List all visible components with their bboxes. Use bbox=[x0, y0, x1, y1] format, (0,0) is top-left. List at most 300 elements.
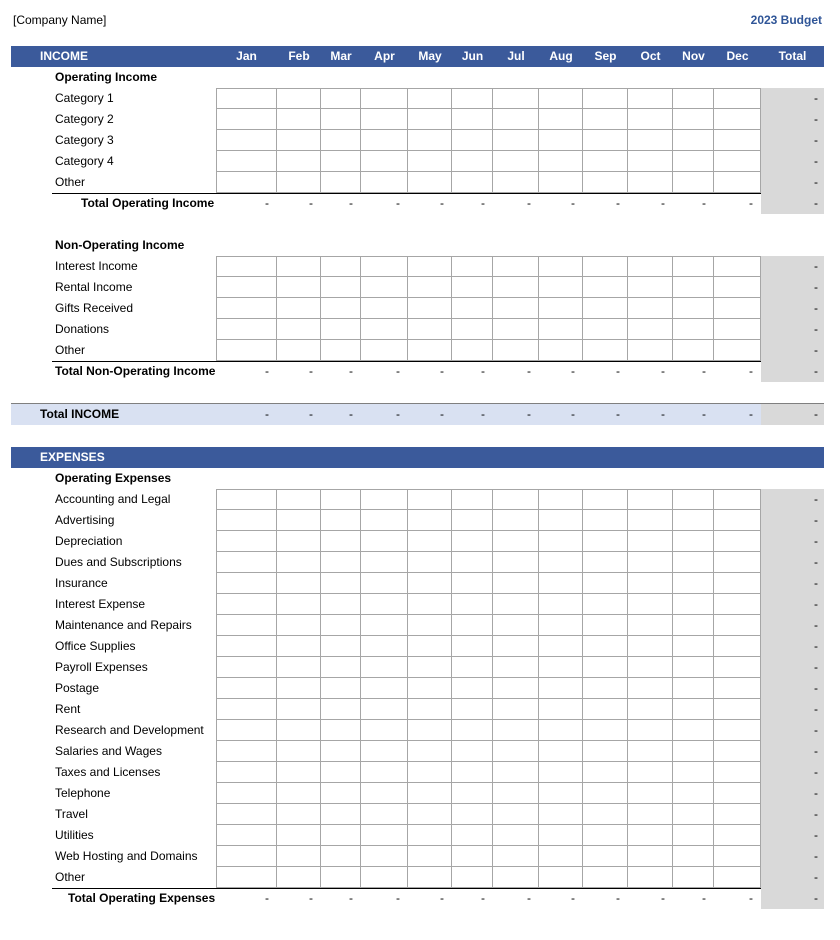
operating-expense-item-cell-feb[interactable] bbox=[277, 552, 321, 573]
operating-expense-item-cell-apr[interactable] bbox=[361, 636, 408, 657]
operating-expense-item-cell-mar[interactable] bbox=[321, 573, 361, 594]
operating-expense-item-cell-jun[interactable] bbox=[452, 510, 493, 531]
operating-expense-item-cell-jun[interactable] bbox=[452, 615, 493, 636]
operating-expense-item-cell-may[interactable] bbox=[408, 615, 452, 636]
operating-income-item-cell-mar[interactable] bbox=[321, 130, 361, 151]
non-operating-income-item-cell-nov[interactable] bbox=[673, 340, 714, 361]
operating-expense-item-cell-dec[interactable] bbox=[714, 867, 761, 888]
operating-income-item-cell-dec[interactable] bbox=[714, 130, 761, 151]
non-operating-income-item-cell-jun[interactable] bbox=[452, 340, 493, 361]
operating-expense-item-cell-sep[interactable] bbox=[583, 846, 628, 867]
operating-expense-item-cell-jan[interactable] bbox=[216, 762, 277, 783]
operating-expense-item-cell-mar[interactable] bbox=[321, 594, 361, 615]
operating-expense-item-cell-nov[interactable] bbox=[673, 573, 714, 594]
operating-expense-item-cell-sep[interactable] bbox=[583, 699, 628, 720]
non-operating-income-item-cell-mar[interactable] bbox=[321, 256, 361, 277]
operating-expense-item-cell-jun[interactable] bbox=[452, 531, 493, 552]
operating-expense-item-cell-jul[interactable] bbox=[493, 804, 539, 825]
operating-expense-item-cell-mar[interactable] bbox=[321, 615, 361, 636]
operating-expense-item-cell-jan[interactable] bbox=[216, 720, 277, 741]
operating-expense-item-cell-sep[interactable] bbox=[583, 657, 628, 678]
non-operating-income-item-cell-jul[interactable] bbox=[493, 340, 539, 361]
operating-expense-item-cell-sep[interactable] bbox=[583, 783, 628, 804]
non-operating-income-item-cell-jun[interactable] bbox=[452, 319, 493, 340]
non-operating-income-item-cell-may[interactable] bbox=[408, 277, 452, 298]
operating-expense-item-cell-jan[interactable] bbox=[216, 678, 277, 699]
non-operating-income-item-cell-oct[interactable] bbox=[628, 340, 673, 361]
operating-expense-item-cell-feb[interactable] bbox=[277, 783, 321, 804]
operating-expense-item-cell-feb[interactable] bbox=[277, 510, 321, 531]
operating-expense-item-cell-mar[interactable] bbox=[321, 804, 361, 825]
operating-expense-item-cell-aug[interactable] bbox=[539, 846, 583, 867]
operating-expense-item-cell-jan[interactable] bbox=[216, 615, 277, 636]
operating-expense-item-cell-sep[interactable] bbox=[583, 552, 628, 573]
operating-expense-item-cell-nov[interactable] bbox=[673, 867, 714, 888]
operating-income-item-cell-dec[interactable] bbox=[714, 109, 761, 130]
operating-income-item-cell-oct[interactable] bbox=[628, 172, 673, 193]
operating-expense-item-cell-feb[interactable] bbox=[277, 867, 321, 888]
operating-income-item-cell-feb[interactable] bbox=[277, 130, 321, 151]
operating-expense-item-cell-dec[interactable] bbox=[714, 615, 761, 636]
non-operating-income-item-cell-aug[interactable] bbox=[539, 298, 583, 319]
operating-expense-item-cell-dec[interactable] bbox=[714, 573, 761, 594]
operating-expense-item-cell-aug[interactable] bbox=[539, 699, 583, 720]
operating-expense-item-cell-jun[interactable] bbox=[452, 720, 493, 741]
operating-income-item-cell-jul[interactable] bbox=[493, 130, 539, 151]
operating-expense-item-cell-feb[interactable] bbox=[277, 741, 321, 762]
operating-income-item-cell-jul[interactable] bbox=[493, 151, 539, 172]
operating-expense-item-cell-jun[interactable] bbox=[452, 762, 493, 783]
operating-expense-item-cell-nov[interactable] bbox=[673, 720, 714, 741]
operating-expense-item-cell-mar[interactable] bbox=[321, 636, 361, 657]
operating-expense-item-cell-aug[interactable] bbox=[539, 762, 583, 783]
operating-expense-item-cell-mar[interactable] bbox=[321, 510, 361, 531]
operating-expense-item-cell-jun[interactable] bbox=[452, 594, 493, 615]
operating-expense-item-cell-apr[interactable] bbox=[361, 531, 408, 552]
operating-expense-item-cell-jun[interactable] bbox=[452, 804, 493, 825]
operating-expense-item-cell-nov[interactable] bbox=[673, 531, 714, 552]
operating-expense-item-cell-nov[interactable] bbox=[673, 636, 714, 657]
operating-expense-item-cell-may[interactable] bbox=[408, 594, 452, 615]
operating-expense-item-cell-jan[interactable] bbox=[216, 825, 277, 846]
operating-expense-item-cell-may[interactable] bbox=[408, 657, 452, 678]
operating-expense-item-cell-dec[interactable] bbox=[714, 804, 761, 825]
operating-expense-item-cell-mar[interactable] bbox=[321, 825, 361, 846]
operating-income-item-cell-sep[interactable] bbox=[583, 130, 628, 151]
operating-expense-item-cell-mar[interactable] bbox=[321, 657, 361, 678]
operating-income-item-cell-may[interactable] bbox=[408, 130, 452, 151]
operating-expense-item-cell-may[interactable] bbox=[408, 699, 452, 720]
operating-expense-item-cell-oct[interactable] bbox=[628, 825, 673, 846]
operating-income-item-cell-may[interactable] bbox=[408, 88, 452, 109]
non-operating-income-item-cell-nov[interactable] bbox=[673, 277, 714, 298]
operating-income-item-cell-mar[interactable] bbox=[321, 88, 361, 109]
operating-expense-item-cell-jan[interactable] bbox=[216, 783, 277, 804]
operating-expense-item-cell-feb[interactable] bbox=[277, 678, 321, 699]
non-operating-income-item-cell-sep[interactable] bbox=[583, 256, 628, 277]
operating-expense-item-cell-oct[interactable] bbox=[628, 594, 673, 615]
operating-expense-item-cell-may[interactable] bbox=[408, 762, 452, 783]
non-operating-income-item-cell-apr[interactable] bbox=[361, 256, 408, 277]
operating-expense-item-cell-jul[interactable] bbox=[493, 699, 539, 720]
operating-expense-item-cell-sep[interactable] bbox=[583, 510, 628, 531]
non-operating-income-item-cell-aug[interactable] bbox=[539, 277, 583, 298]
operating-income-item-cell-aug[interactable] bbox=[539, 130, 583, 151]
operating-expense-item-cell-jan[interactable] bbox=[216, 741, 277, 762]
operating-expense-item-cell-oct[interactable] bbox=[628, 783, 673, 804]
non-operating-income-item-cell-dec[interactable] bbox=[714, 256, 761, 277]
non-operating-income-item-cell-apr[interactable] bbox=[361, 319, 408, 340]
operating-expense-item-cell-aug[interactable] bbox=[539, 636, 583, 657]
operating-income-item-cell-feb[interactable] bbox=[277, 172, 321, 193]
non-operating-income-item-cell-mar[interactable] bbox=[321, 319, 361, 340]
operating-expense-item-cell-feb[interactable] bbox=[277, 657, 321, 678]
operating-expense-item-cell-aug[interactable] bbox=[539, 678, 583, 699]
non-operating-income-item-cell-feb[interactable] bbox=[277, 319, 321, 340]
operating-expense-item-cell-jun[interactable] bbox=[452, 657, 493, 678]
non-operating-income-item-cell-oct[interactable] bbox=[628, 277, 673, 298]
operating-expense-item-cell-sep[interactable] bbox=[583, 594, 628, 615]
operating-expense-item-cell-jul[interactable] bbox=[493, 489, 539, 510]
operating-expense-item-cell-apr[interactable] bbox=[361, 783, 408, 804]
operating-expense-item-cell-jul[interactable] bbox=[493, 573, 539, 594]
operating-income-item-cell-mar[interactable] bbox=[321, 172, 361, 193]
operating-expense-item-cell-dec[interactable] bbox=[714, 741, 761, 762]
operating-expense-item-cell-nov[interactable] bbox=[673, 510, 714, 531]
operating-expense-item-cell-oct[interactable] bbox=[628, 867, 673, 888]
non-operating-income-item-cell-may[interactable] bbox=[408, 256, 452, 277]
operating-income-item-cell-dec[interactable] bbox=[714, 88, 761, 109]
operating-expense-item-cell-feb[interactable] bbox=[277, 531, 321, 552]
operating-expense-item-cell-apr[interactable] bbox=[361, 678, 408, 699]
operating-income-item-cell-jun[interactable] bbox=[452, 130, 493, 151]
operating-expense-item-cell-jan[interactable] bbox=[216, 636, 277, 657]
operating-expense-item-cell-aug[interactable] bbox=[539, 825, 583, 846]
operating-income-item-cell-sep[interactable] bbox=[583, 172, 628, 193]
operating-expense-item-cell-sep[interactable] bbox=[583, 825, 628, 846]
operating-expense-item-cell-oct[interactable] bbox=[628, 846, 673, 867]
operating-expense-item-cell-jul[interactable] bbox=[493, 783, 539, 804]
operating-expense-item-cell-nov[interactable] bbox=[673, 825, 714, 846]
operating-expense-item-cell-may[interactable] bbox=[408, 531, 452, 552]
operating-expense-item-cell-nov[interactable] bbox=[673, 846, 714, 867]
non-operating-income-item-cell-mar[interactable] bbox=[321, 277, 361, 298]
operating-expense-item-cell-sep[interactable] bbox=[583, 867, 628, 888]
operating-income-item-cell-aug[interactable] bbox=[539, 151, 583, 172]
operating-income-item-cell-jun[interactable] bbox=[452, 151, 493, 172]
operating-expense-item-cell-aug[interactable] bbox=[539, 741, 583, 762]
operating-income-item-cell-nov[interactable] bbox=[673, 130, 714, 151]
operating-expense-item-cell-dec[interactable] bbox=[714, 846, 761, 867]
operating-expense-item-cell-nov[interactable] bbox=[673, 594, 714, 615]
operating-expense-item-cell-sep[interactable] bbox=[583, 489, 628, 510]
operating-expense-item-cell-sep[interactable] bbox=[583, 573, 628, 594]
operating-expense-item-cell-feb[interactable] bbox=[277, 762, 321, 783]
operating-expense-item-cell-may[interactable] bbox=[408, 510, 452, 531]
non-operating-income-item-cell-jan[interactable] bbox=[216, 340, 277, 361]
operating-expense-item-cell-apr[interactable] bbox=[361, 615, 408, 636]
operating-expense-item-cell-mar[interactable] bbox=[321, 489, 361, 510]
non-operating-income-item-cell-jan[interactable] bbox=[216, 298, 277, 319]
non-operating-income-item-cell-jul[interactable] bbox=[493, 319, 539, 340]
operating-income-item-cell-jun[interactable] bbox=[452, 172, 493, 193]
operating-expense-item-cell-jun[interactable] bbox=[452, 573, 493, 594]
non-operating-income-item-cell-nov[interactable] bbox=[673, 298, 714, 319]
operating-expense-item-cell-feb[interactable] bbox=[277, 573, 321, 594]
operating-expense-item-cell-apr[interactable] bbox=[361, 510, 408, 531]
operating-expense-item-cell-feb[interactable] bbox=[277, 825, 321, 846]
operating-expense-item-cell-may[interactable] bbox=[408, 552, 452, 573]
operating-expense-item-cell-feb[interactable] bbox=[277, 636, 321, 657]
operating-expense-item-cell-jul[interactable] bbox=[493, 720, 539, 741]
non-operating-income-item-cell-jun[interactable] bbox=[452, 277, 493, 298]
operating-expense-item-cell-jul[interactable] bbox=[493, 678, 539, 699]
operating-income-item-cell-apr[interactable] bbox=[361, 88, 408, 109]
operating-expense-item-cell-aug[interactable] bbox=[539, 615, 583, 636]
operating-expense-item-cell-jul[interactable] bbox=[493, 867, 539, 888]
operating-income-item-cell-aug[interactable] bbox=[539, 88, 583, 109]
operating-expense-item-cell-dec[interactable] bbox=[714, 699, 761, 720]
operating-expense-item-cell-dec[interactable] bbox=[714, 783, 761, 804]
operating-expense-item-cell-jun[interactable] bbox=[452, 678, 493, 699]
operating-expense-item-cell-jan[interactable] bbox=[216, 804, 277, 825]
operating-income-item-cell-sep[interactable] bbox=[583, 151, 628, 172]
operating-income-item-cell-jul[interactable] bbox=[493, 88, 539, 109]
operating-income-item-cell-oct[interactable] bbox=[628, 151, 673, 172]
operating-expense-item-cell-feb[interactable] bbox=[277, 804, 321, 825]
operating-income-item-cell-nov[interactable] bbox=[673, 109, 714, 130]
non-operating-income-item-cell-aug[interactable] bbox=[539, 319, 583, 340]
operating-expense-item-cell-sep[interactable] bbox=[583, 615, 628, 636]
operating-expense-item-cell-nov[interactable] bbox=[673, 489, 714, 510]
operating-income-item-cell-may[interactable] bbox=[408, 172, 452, 193]
operating-expense-item-cell-nov[interactable] bbox=[673, 783, 714, 804]
operating-income-item-cell-nov[interactable] bbox=[673, 172, 714, 193]
operating-expense-item-cell-aug[interactable] bbox=[539, 489, 583, 510]
operating-expense-item-cell-mar[interactable] bbox=[321, 552, 361, 573]
operating-expense-item-cell-dec[interactable] bbox=[714, 720, 761, 741]
non-operating-income-item-cell-jun[interactable] bbox=[452, 298, 493, 319]
operating-expense-item-cell-jul[interactable] bbox=[493, 636, 539, 657]
operating-expense-item-cell-oct[interactable] bbox=[628, 552, 673, 573]
non-operating-income-item-cell-dec[interactable] bbox=[714, 340, 761, 361]
non-operating-income-item-cell-jan[interactable] bbox=[216, 256, 277, 277]
operating-expense-item-cell-oct[interactable] bbox=[628, 510, 673, 531]
operating-expense-item-cell-jan[interactable] bbox=[216, 510, 277, 531]
operating-expense-item-cell-oct[interactable] bbox=[628, 720, 673, 741]
operating-expense-item-cell-may[interactable] bbox=[408, 489, 452, 510]
operating-expense-item-cell-dec[interactable] bbox=[714, 762, 761, 783]
operating-expense-item-cell-nov[interactable] bbox=[673, 741, 714, 762]
operating-expense-item-cell-nov[interactable] bbox=[673, 762, 714, 783]
operating-expense-item-cell-jun[interactable] bbox=[452, 552, 493, 573]
operating-expense-item-cell-aug[interactable] bbox=[539, 657, 583, 678]
operating-expense-item-cell-jun[interactable] bbox=[452, 489, 493, 510]
operating-expense-item-cell-mar[interactable] bbox=[321, 678, 361, 699]
non-operating-income-item-cell-sep[interactable] bbox=[583, 319, 628, 340]
operating-expense-item-cell-sep[interactable] bbox=[583, 741, 628, 762]
operating-expense-item-cell-feb[interactable] bbox=[277, 846, 321, 867]
non-operating-income-item-cell-oct[interactable] bbox=[628, 319, 673, 340]
operating-expense-item-cell-apr[interactable] bbox=[361, 552, 408, 573]
non-operating-income-item-cell-may[interactable] bbox=[408, 319, 452, 340]
operating-expense-item-cell-oct[interactable] bbox=[628, 699, 673, 720]
operating-expense-item-cell-jan[interactable] bbox=[216, 531, 277, 552]
operating-expense-item-cell-mar[interactable] bbox=[321, 783, 361, 804]
operating-expense-item-cell-aug[interactable] bbox=[539, 594, 583, 615]
operating-expense-item-cell-oct[interactable] bbox=[628, 804, 673, 825]
operating-expense-item-cell-jan[interactable] bbox=[216, 867, 277, 888]
operating-expense-item-cell-may[interactable] bbox=[408, 636, 452, 657]
operating-expense-item-cell-apr[interactable] bbox=[361, 867, 408, 888]
operating-income-item-cell-jul[interactable] bbox=[493, 172, 539, 193]
operating-expense-item-cell-jan[interactable] bbox=[216, 699, 277, 720]
operating-expense-item-cell-jan[interactable] bbox=[216, 594, 277, 615]
operating-expense-item-cell-dec[interactable] bbox=[714, 489, 761, 510]
operating-income-item-cell-jan[interactable] bbox=[216, 88, 277, 109]
operating-expense-item-cell-jan[interactable] bbox=[216, 552, 277, 573]
operating-expense-item-cell-nov[interactable] bbox=[673, 678, 714, 699]
operating-expense-item-cell-mar[interactable] bbox=[321, 846, 361, 867]
operating-expense-item-cell-jun[interactable] bbox=[452, 846, 493, 867]
operating-expense-item-cell-apr[interactable] bbox=[361, 594, 408, 615]
non-operating-income-item-cell-oct[interactable] bbox=[628, 298, 673, 319]
operating-income-item-cell-jun[interactable] bbox=[452, 109, 493, 130]
operating-expense-item-cell-may[interactable] bbox=[408, 804, 452, 825]
operating-expense-item-cell-may[interactable] bbox=[408, 867, 452, 888]
non-operating-income-item-cell-may[interactable] bbox=[408, 340, 452, 361]
operating-income-item-cell-nov[interactable] bbox=[673, 151, 714, 172]
non-operating-income-item-cell-oct[interactable] bbox=[628, 256, 673, 277]
non-operating-income-item-cell-sep[interactable] bbox=[583, 298, 628, 319]
operating-income-item-cell-apr[interactable] bbox=[361, 151, 408, 172]
operating-expense-item-cell-feb[interactable] bbox=[277, 594, 321, 615]
operating-expense-item-cell-mar[interactable] bbox=[321, 762, 361, 783]
operating-income-item-cell-aug[interactable] bbox=[539, 109, 583, 130]
operating-expense-item-cell-oct[interactable] bbox=[628, 489, 673, 510]
operating-expense-item-cell-aug[interactable] bbox=[539, 783, 583, 804]
operating-expense-item-cell-jul[interactable] bbox=[493, 825, 539, 846]
operating-expense-item-cell-jul[interactable] bbox=[493, 762, 539, 783]
operating-expense-item-cell-sep[interactable] bbox=[583, 720, 628, 741]
non-operating-income-item-cell-sep[interactable] bbox=[583, 340, 628, 361]
operating-expense-item-cell-nov[interactable] bbox=[673, 615, 714, 636]
operating-expense-item-cell-apr[interactable] bbox=[361, 741, 408, 762]
operating-expense-item-cell-jun[interactable] bbox=[452, 867, 493, 888]
operating-expense-item-cell-dec[interactable] bbox=[714, 531, 761, 552]
operating-income-item-cell-oct[interactable] bbox=[628, 109, 673, 130]
operating-expense-item-cell-oct[interactable] bbox=[628, 531, 673, 552]
operating-expense-item-cell-oct[interactable] bbox=[628, 741, 673, 762]
operating-expense-item-cell-feb[interactable] bbox=[277, 615, 321, 636]
operating-expense-item-cell-apr[interactable] bbox=[361, 762, 408, 783]
operating-income-item-cell-sep[interactable] bbox=[583, 88, 628, 109]
operating-expense-item-cell-dec[interactable] bbox=[714, 825, 761, 846]
operating-expense-item-cell-jul[interactable] bbox=[493, 552, 539, 573]
operating-income-item-cell-mar[interactable] bbox=[321, 109, 361, 130]
operating-expense-item-cell-aug[interactable] bbox=[539, 552, 583, 573]
non-operating-income-item-cell-mar[interactable] bbox=[321, 340, 361, 361]
operating-expense-item-cell-apr[interactable] bbox=[361, 657, 408, 678]
operating-expense-item-cell-oct[interactable] bbox=[628, 615, 673, 636]
non-operating-income-item-cell-aug[interactable] bbox=[539, 256, 583, 277]
non-operating-income-item-cell-jun[interactable] bbox=[452, 256, 493, 277]
operating-expense-item-cell-sep[interactable] bbox=[583, 804, 628, 825]
operating-income-item-cell-sep[interactable] bbox=[583, 109, 628, 130]
operating-expense-item-cell-feb[interactable] bbox=[277, 489, 321, 510]
operating-income-item-cell-mar[interactable] bbox=[321, 151, 361, 172]
non-operating-income-item-cell-jan[interactable] bbox=[216, 319, 277, 340]
operating-income-item-cell-feb[interactable] bbox=[277, 109, 321, 130]
non-operating-income-item-cell-feb[interactable] bbox=[277, 277, 321, 298]
operating-expense-item-cell-may[interactable] bbox=[408, 825, 452, 846]
non-operating-income-item-cell-may[interactable] bbox=[408, 298, 452, 319]
operating-expense-item-cell-sep[interactable] bbox=[583, 678, 628, 699]
operating-expense-item-cell-jun[interactable] bbox=[452, 783, 493, 804]
operating-income-item-cell-apr[interactable] bbox=[361, 130, 408, 151]
operating-expense-item-cell-aug[interactable] bbox=[539, 804, 583, 825]
operating-expense-item-cell-aug[interactable] bbox=[539, 573, 583, 594]
non-operating-income-item-cell-apr[interactable] bbox=[361, 298, 408, 319]
non-operating-income-item-cell-dec[interactable] bbox=[714, 319, 761, 340]
operating-expense-item-cell-dec[interactable] bbox=[714, 510, 761, 531]
operating-expense-item-cell-jan[interactable] bbox=[216, 657, 277, 678]
operating-expense-item-cell-may[interactable] bbox=[408, 573, 452, 594]
operating-expense-item-cell-mar[interactable] bbox=[321, 867, 361, 888]
operating-expense-item-cell-apr[interactable] bbox=[361, 699, 408, 720]
operating-expense-item-cell-feb[interactable] bbox=[277, 720, 321, 741]
operating-expense-item-cell-oct[interactable] bbox=[628, 762, 673, 783]
non-operating-income-item-cell-sep[interactable] bbox=[583, 277, 628, 298]
operating-income-item-cell-feb[interactable] bbox=[277, 151, 321, 172]
operating-expense-item-cell-oct[interactable] bbox=[628, 636, 673, 657]
operating-expense-item-cell-jul[interactable] bbox=[493, 657, 539, 678]
non-operating-income-item-cell-feb[interactable] bbox=[277, 256, 321, 277]
non-operating-income-item-cell-mar[interactable] bbox=[321, 298, 361, 319]
operating-expense-item-cell-nov[interactable] bbox=[673, 657, 714, 678]
operating-income-item-cell-jul[interactable] bbox=[493, 109, 539, 130]
operating-income-item-cell-dec[interactable] bbox=[714, 172, 761, 193]
operating-expense-item-cell-may[interactable] bbox=[408, 846, 452, 867]
operating-expense-item-cell-aug[interactable] bbox=[539, 531, 583, 552]
operating-expense-item-cell-apr[interactable] bbox=[361, 825, 408, 846]
non-operating-income-item-cell-jul[interactable] bbox=[493, 256, 539, 277]
operating-expense-item-cell-jun[interactable] bbox=[452, 741, 493, 762]
operating-expense-item-cell-apr[interactable] bbox=[361, 489, 408, 510]
operating-expense-item-cell-aug[interactable] bbox=[539, 510, 583, 531]
operating-expense-item-cell-sep[interactable] bbox=[583, 531, 628, 552]
operating-expense-item-cell-apr[interactable] bbox=[361, 573, 408, 594]
operating-expense-item-cell-jul[interactable] bbox=[493, 594, 539, 615]
operating-expense-item-cell-jul[interactable] bbox=[493, 615, 539, 636]
operating-expense-item-cell-may[interactable] bbox=[408, 678, 452, 699]
non-operating-income-item-cell-dec[interactable] bbox=[714, 277, 761, 298]
operating-expense-item-cell-jan[interactable] bbox=[216, 573, 277, 594]
operating-expense-item-cell-mar[interactable] bbox=[321, 699, 361, 720]
operating-expense-item-cell-dec[interactable] bbox=[714, 552, 761, 573]
operating-expense-item-cell-mar[interactable] bbox=[321, 741, 361, 762]
non-operating-income-item-cell-jul[interactable] bbox=[493, 298, 539, 319]
operating-income-item-cell-jun[interactable] bbox=[452, 88, 493, 109]
operating-expense-item-cell-apr[interactable] bbox=[361, 720, 408, 741]
non-operating-income-item-cell-dec[interactable] bbox=[714, 298, 761, 319]
operating-expense-item-cell-apr[interactable] bbox=[361, 804, 408, 825]
operating-income-item-cell-oct[interactable] bbox=[628, 88, 673, 109]
operating-income-item-cell-may[interactable] bbox=[408, 151, 452, 172]
operating-income-item-cell-feb[interactable] bbox=[277, 88, 321, 109]
non-operating-income-item-cell-nov[interactable] bbox=[673, 319, 714, 340]
operating-expense-item-cell-jul[interactable] bbox=[493, 741, 539, 762]
